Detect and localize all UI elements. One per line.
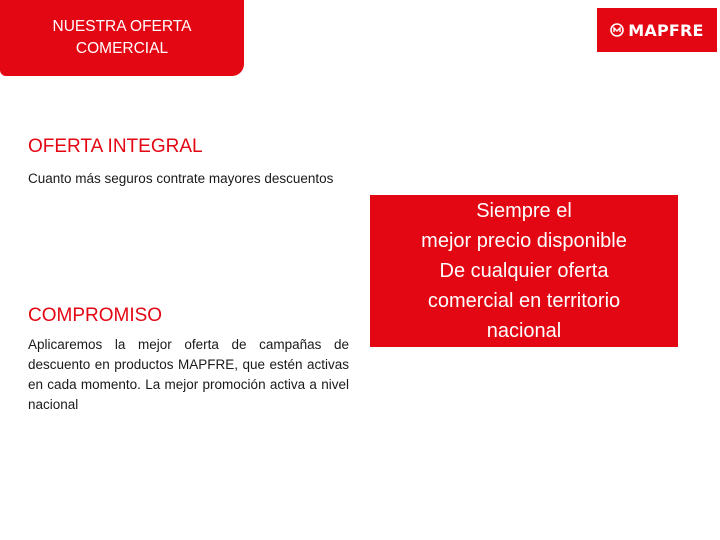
section-title-compromiso: COMPROMISO xyxy=(28,305,163,326)
logo-wordmark: MAPFRE xyxy=(628,20,704,40)
section-body-compromiso: Aplicaremos la mejor oferta de campañas de descuento en productos MAPFRE, que estén activas en cada momento. La mejor promoción activa a nivel nacional xyxy=(28,337,349,412)
mapfre-logo xyxy=(597,8,717,52)
section-body-oferta-integral: Cuanto más seguros contrate mayores descuentos xyxy=(28,171,334,186)
callout-line-3: De cualquier oferta xyxy=(439,260,609,282)
callout-line-1: Siempre el xyxy=(476,200,572,222)
callout-line-4: comercial en territorio xyxy=(427,290,621,312)
header-title-line1: NUESTRA OFERTA xyxy=(52,18,192,35)
logo-content xyxy=(610,21,703,40)
mapfre-emblem-icon xyxy=(610,23,624,37)
header-title-line2: COMERCIAL xyxy=(75,40,169,57)
callout-line-2: mejor precio disponible xyxy=(421,230,627,252)
price-callout-box xyxy=(370,195,678,347)
section-title-oferta-integral: OFERTA INTEGRAL xyxy=(28,136,203,157)
header-tab xyxy=(0,0,244,76)
callout-line-5: nacional xyxy=(486,320,562,342)
